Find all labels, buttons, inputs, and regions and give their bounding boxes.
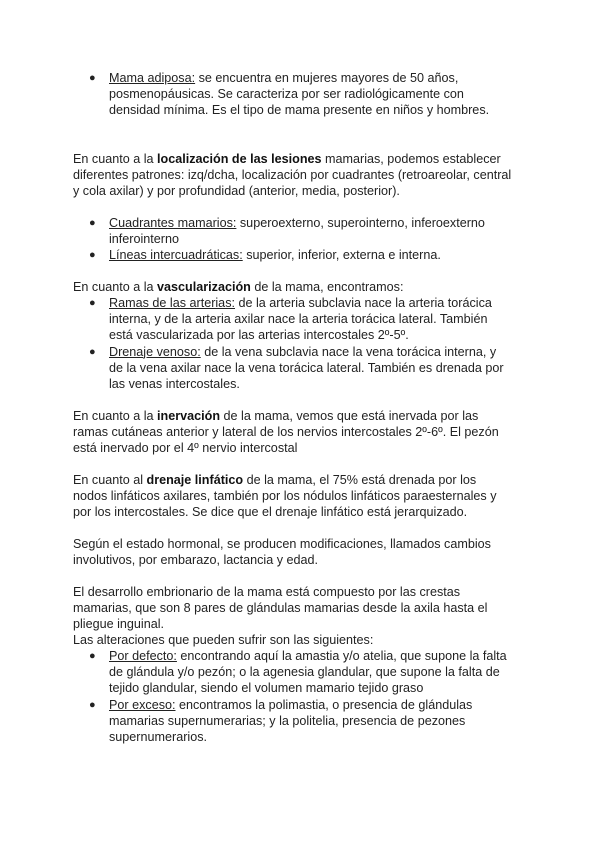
vascularizacion-list xyxy=(73,295,513,392)
text-run: En cuanto al xyxy=(73,473,147,487)
list-text: se encuentra en mujeres mayores de 50 años, posmenopáusicas. Se caracteriza por ser radiológicamente con densidad mínima. Es el tipo de mama presente en niños y hombres. xyxy=(109,71,490,118)
bold-term: drenaje linfático xyxy=(146,473,244,487)
list-term: Por exceso: xyxy=(109,697,176,712)
list-text: superoexterno, superointerno, inferoexterno inferointerno xyxy=(109,216,485,247)
list-term: Ramas de las arterias: xyxy=(109,296,235,310)
paragraph-alteraciones: Las alteraciones que pueden sufrir son las siguientes: xyxy=(73,633,374,647)
text-run: de la mama, el 75% está drenada por los nodos linfáticos axilares, también por los nódulos linfáticos paraesternales y por los intercostales. Se dice que el drenaje linfático está jerarquizado. xyxy=(73,473,497,520)
localizacion-list xyxy=(73,215,513,264)
bullet-icon: ● xyxy=(89,217,96,229)
list-term: Mama adiposa: xyxy=(109,71,196,85)
list-term: Líneas intercuadráticas: xyxy=(109,248,243,263)
text-run: En cuanto a la xyxy=(73,152,158,166)
text-run: de la mama, vemos que está inervada por las ramas cutáneas anterior y lateral de los nervios intercostales 2º-6º. El pezón está inervado por el 4º nervio intercostal xyxy=(73,409,499,456)
bullet-icon: ● xyxy=(89,650,96,662)
paragraph-drenaje xyxy=(73,472,513,521)
paragraph-inervacion xyxy=(73,408,513,457)
bold-term: inervación xyxy=(157,409,221,423)
bullet-icon: ● xyxy=(89,698,96,711)
text-run: En cuanto a la xyxy=(73,409,158,423)
text-run: En cuanto a la xyxy=(73,280,158,294)
list-item xyxy=(73,215,513,247)
list-text: de la vena subclavia nace la vena torácica interna, y de la vena axilar nace la vena torácica lateral. También es drenada por las venas intercostales. xyxy=(109,344,504,392)
paragraph-localizacion xyxy=(73,151,513,200)
list-text: encontramos la polimastia, o presencia de glándulas mamarias supernumerarias; y la politelia, presencia de pezones supernumerarios. xyxy=(109,697,473,745)
bullet-icon: ● xyxy=(89,249,96,262)
bold-term: localización de las lesiones xyxy=(157,152,322,166)
intro-list xyxy=(73,70,513,119)
list-term: Por defecto: xyxy=(109,649,177,663)
paragraph-embrionario: El desarrollo embrionario de la mama está compuesto por las crestas mamarias, que son 8 pares de glándulas mamarias desde la axila hasta el pliegue inguinal. xyxy=(73,585,488,632)
list-text: de la arteria subclavia nace la arteria torácica interna, y de la arteria axilar nace la arteria torácica lateral. También está vascularizada por las arterias intercostales 2º-5º. xyxy=(109,296,492,343)
paragraph-hormonal: Según el estado hormonal, se producen modificaciones, llamados cambios involutivos, por embarazo, lactancia y edad. xyxy=(73,537,491,568)
list-text: superior, inferior, externa e interna. xyxy=(242,248,441,263)
list-term: Cuadrantes mamarios: xyxy=(109,216,237,230)
bold-term: vascularización xyxy=(157,280,251,294)
bullet-icon: ● xyxy=(89,297,96,309)
list-item xyxy=(73,344,513,393)
bullet-icon: ● xyxy=(89,72,96,84)
bullet-icon: ● xyxy=(89,345,96,358)
list-term: Drenaje venoso: xyxy=(109,344,201,359)
paragraph-vascularizacion xyxy=(73,279,513,295)
list-item xyxy=(73,648,513,697)
list-item xyxy=(73,697,513,746)
list-item xyxy=(73,295,513,344)
text-run: de la mama, encontramos: xyxy=(250,280,404,294)
list-item xyxy=(73,70,513,119)
alteraciones-list xyxy=(73,648,513,745)
list-item xyxy=(73,247,513,263)
list-text: encontrando aquí la amastia y/o atelia, que supone la falta de glándula y/o pezón; o la agenesia glandular, que supone la falta de tejido glandular, siendo el volumen mamario tejido graso xyxy=(109,649,507,696)
text-run: mamarias, podemos establecer diferentes patrones: izq/dcha, localización por cuadrantes (retroareolar, central y cola axilar) y por profundidad (anterior, media, posterior). xyxy=(73,152,512,199)
